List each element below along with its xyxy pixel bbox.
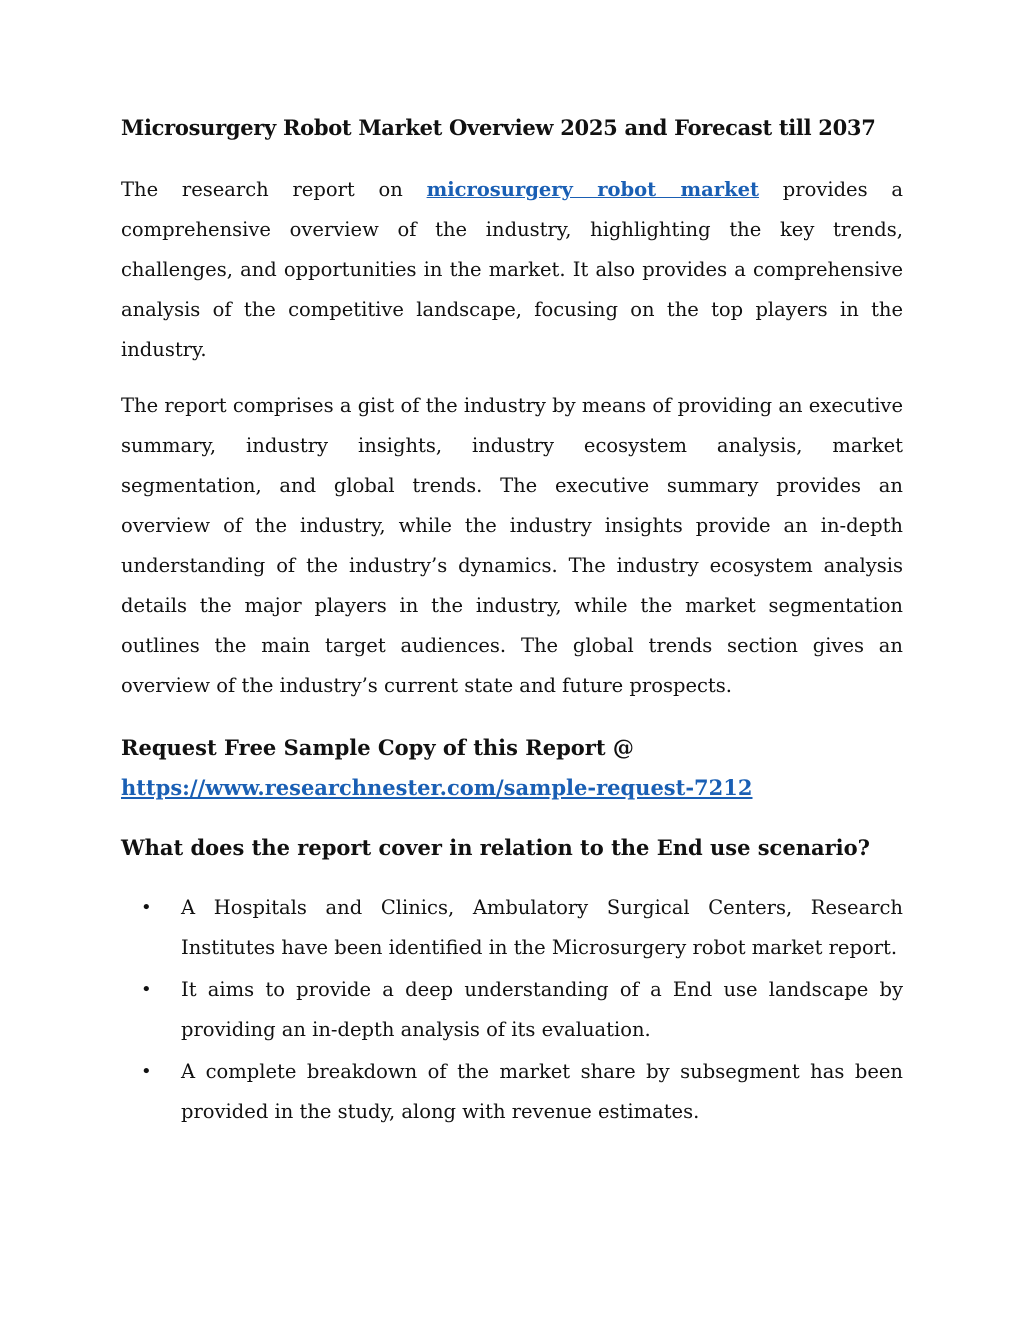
end-use-bullet-list [121,888,903,1132]
list-item [121,888,903,968]
market-report-link[interactable]: microsurgery robot market [426,178,759,201]
intro-paragraph [121,170,903,370]
list-item [121,1052,903,1132]
bullet-icon: • [141,897,152,918]
bullet-icon: • [141,979,152,1000]
list-item-text: It aims to provide a deep understanding of a End use landscape by providing an in-depth analysis of its evaluation. [181,978,903,1041]
list-item-text: A complete breakdown of the market share by subsegment has been provided in the study, along with revenue estimates. [181,1060,903,1123]
sample-request-link[interactable]: https://www.researchnester.com/sample-request-7212 [121,775,753,800]
intro-text-before-link: The research report on [121,178,427,201]
page-title: Microsurgery Robot Market Overview 2025 and Forecast till 2037 [121,115,876,140]
sample-request-block [121,728,903,808]
section-heading: What does the report cover in relation to the End use scenario? [121,835,870,860]
document-page [121,112,903,1134]
bullet-icon: • [141,1061,152,1082]
summary-paragraph: The report comprises a gist of the industry by means of providing an executive summary, industry insights, industry ecosystem analysis, market segmentation, and global trends. The executive summary provides an overview of the industry, while the industry insights provide an in-depth understanding of the industry’s dynamics. The industry ecosystem analysis details the major players in the industry, while the market segmentation outlines the main target audiences. The global trends section gives an overview of the industry’s current state and future prospects. [121,394,903,697]
list-item-text: A Hospitals and Clinics, Ambulatory Surgical Centers, Research Institutes have been identified in the Microsurgery robot market report. [181,896,903,959]
list-item [121,970,903,1050]
intro-text-after-link: provides a comprehensive overview of the industry, highlighting the key trends, challenges, and opportunities in the market. It also provides a comprehensive analysis of the competitive landscape, focusing on the top players in the industry. [121,178,904,361]
sample-request-label: Request Free Sample Copy of this Report @ [121,735,634,760]
